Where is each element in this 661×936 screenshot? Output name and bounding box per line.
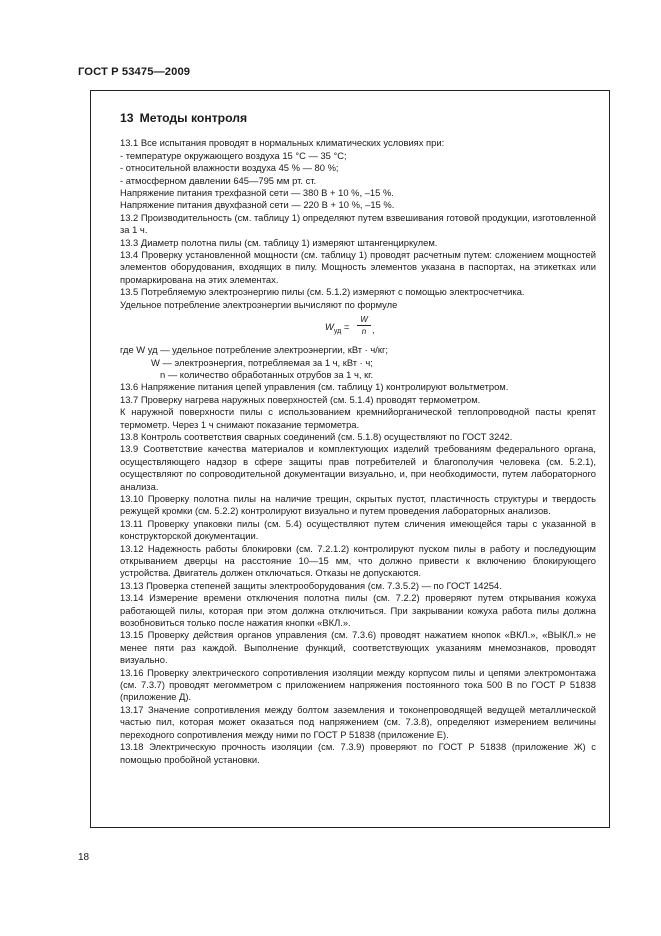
section-title-text: Методы контроля (139, 111, 248, 125)
page-content (120, 112, 596, 766)
paragraph-voltage-2phase: Напряжение питания двухфазной сети — 220 В + 10 %, –15 %. (120, 199, 395, 211)
formula-denominator: n (361, 327, 367, 337)
definition-item: где W уд — удельное потребление электроэнергии, кВт · ч/кг; (120, 344, 389, 356)
paragraph-13-18: 13.18 Электрическую прочность изоляции (см. 7.3.9) проверяют по ГОСТ Р 51838 (приложение Ж) с помощью пробойной установки. (120, 741, 596, 765)
definition-item: W — электроэнергия, потребляемая за 1 ч, кВт · ч; (151, 356, 373, 368)
definition-item: n — количество обработанных отрубов за 1 ч, кг. (160, 368, 374, 380)
section-title (120, 112, 596, 124)
formula (120, 315, 596, 339)
formula-lhs: $W_{уд}$ = (325, 321, 350, 335)
list-item: - относительной влажности воздуха 45 % — 80 %; (120, 162, 339, 174)
paragraph-13-6: 13.6 Напряжение питания цепей управления (см. таблицу 1) контролируют вольтметром. (120, 381, 509, 393)
list-item: - атмосферном давлении 645—795 мм рт. ст. (120, 174, 317, 186)
section-number: 13 (120, 111, 134, 125)
paragraph-13-10: 13.10 Проверку полотна пилы на наличие трещин, скрытых пустот, пластичность структуры и твердость режущей кромки (см. 5.2.2) контролируют визуально и путем проведения лабораторных анализов. (120, 492, 596, 517)
paragraph-13-7: 13.7 Проверку нагрева наружных поверхностей (см. 5.1.4) проводят термометром. (120, 393, 481, 405)
paragraph-13-9: 13.9 Соответствие качества материалов и комплектующих изделий требованиям федерального органа, осуществляющего надзор в сфере защиты прав потребителей и благополучия человека (см. 5.2.1), осуществляют по сопроводительной документации визуально, и, при необходимости, путем лабораторного анализа. (120, 443, 596, 492)
formula-numerator: W (360, 315, 368, 325)
paragraph-13-5: 13.5 Потребляемую электроэнергию пилы (см. 5.1.2) измеряют с помощью электросчетчика. (120, 286, 525, 298)
paragraph-13-5-formula-intro: Удельное потребление электроэнергии вычисляют по формуле (120, 298, 398, 310)
paragraph-13-14: 13.14 Измерение времени отключения полотна пилы (см. 7.2.2) проверяют путем открывания кожуха работающей пилы, которая при этом должна отключиться. При закрывании кожуха работа пилы должна возобновиться только после нажатия кнопки «ВКЛ.». (120, 592, 596, 629)
paragraph-13-8: 13.8 Контроль соответствия сварных соединений (см. 5.1.8) осуществляют по ГОСТ 3242. (120, 430, 513, 442)
paragraph-13-12: 13.12 Надежность работы блокировки (см. 7.2.1.2) контролируют пуском пилы в работу и последующим открыванием дверцы на расстояние 10—15 мм, что должно привести к включению блокирующего устройства. Двигатель должен отключаться. Отказы не допускаются. (120, 542, 596, 579)
formula-definitions (120, 344, 596, 381)
paragraph-13-4: 13.4 Проверку установленной мощности (см. таблицу 1) проводят расчетным путем: сложением мощностей элементов оборудования, входящих в пилу. Мощность элементов указана в паспортах, на этикетках или промаркирована на этих элементах. (120, 249, 596, 285)
paragraph-13-15: 13.15 Проверку действия органов управления (см. 7.3.6) проводят нажатием кнопок «ВКЛ.», «ВЫКЛ.» не менее пяти раз каждой. Выполнение функций, соответствующих указаниям мнемознаков, проводят визуально. (120, 629, 596, 666)
paragraph-13-3: 13.3 Диаметр полотна пилы (см. таблицу 1) измеряют штангенциркулем. (120, 236, 438, 248)
paragraph-13-1: 13.1 Все испытания проводят в нормальных климатических условиях при: (120, 137, 445, 149)
paragraph-13-2: 13.2 Производительность (см. таблицу 1) определяют путем взвешивания готовой продукции, изготовленной за 1 ч. (120, 211, 596, 236)
paragraph-13-7-detail: К наружной поверхности пилы с использованием кремнийорганической теплопроводной пасты крепят термометр. Через 1 ч снимают показание термометра. (120, 406, 596, 430)
paragraph-13-11: 13.11 Проверку упаковки пилы (см. 5.4) осуществляют путем сличения имеющейся тары с указанной в конструкторской документации. (120, 517, 596, 542)
paragraph-13-17: 13.17 Значение сопротивления между болтом заземления и токонепроводящей ведущей металлической частью пил, которая может оказаться под напряжением (см. 7.3.8), определяют измерением величины переходного сопротивления между ними по ГОСТ Р 51838 (приложение Е). (120, 703, 596, 740)
formula-tail: , (372, 324, 375, 336)
paragraph-13-16: 13.16 Проверку электрического сопротивления изоляции между корпусом пилы и цепями электромонтажа (см. 7.3.7) проводят мегомметром с приложением напряжения постоянного тока 500 В по ГОСТ Р 51838 (приложение Д). (120, 666, 596, 703)
paragraph-voltage-3phase: Напряжение питания трехфазной сети — 380 В + 10 %, –15 %. (120, 187, 394, 199)
list-item: - температуре окружающего воздуха 15 °С — 35 °С; (120, 149, 347, 161)
paragraph-13-13: 13.13 Проверка степеней защиты электрооборудования (см. 7.3.5.2) — по ГОСТ 14254. (120, 579, 502, 591)
document-code: ГОСТ Р 53475—2009 (78, 66, 191, 78)
formula-fraction (357, 315, 371, 336)
page-number: 18 (78, 852, 90, 863)
